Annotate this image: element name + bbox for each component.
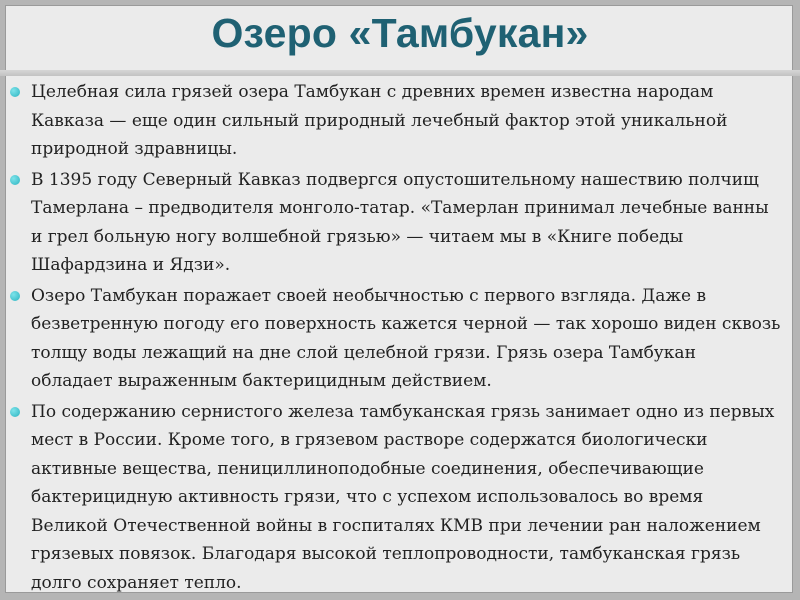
bullet-icon	[10, 175, 20, 185]
bullet-icon	[10, 87, 20, 97]
title-divider	[0, 70, 800, 76]
bullet-item	[0, 78, 800, 164]
bullet-text: В 1395 году Северный Кавказ подвергся опустошительному нашествию полчищ Тамерлана – предводителя монголо-татар. «Тамерлан принимал лечебные ванны и грел больную ногу волшебной грязью» — читаем мы в «Книге победы Шафардзина и Ядзи».	[31, 169, 769, 275]
bullet-text: По содержанию сернистого железа тамбуканская грязь занимает одно из первых мест в России. Кроме того, в грязевом растворе содержатся биологически активные вещества, пенициллиноподобные соединения, обеспечивающие бактерицидную активность грязи, что с успехом использовалось во время Великой Отечественной войны в госпиталях КМВ при лечении ран наложением грязевых повязок. Благодаря высокой теплопроводности, тамбуканская грязь долго сохраняет тепло.	[31, 401, 775, 593]
bullet-text: Целебная сила грязей озера Тамбукан с древних времен известна народам Кавказа — еще один сильный природный лечебный фактор этой уникальной природной здравницы.	[31, 82, 728, 159]
bullet-icon	[10, 407, 20, 417]
bullet-item	[0, 398, 800, 598]
bullet-list	[0, 78, 800, 599]
bullet-text: Озеро Тамбукан поражает своей необычностью с первого взгляда. Даже в безветренную погоду его поверхность кажется черной — так хорошо виден сквозь толщу воды лежащий на дне слой целебной грязи. Грязь озера Тамбукан обладает выраженным бактерицидным действием.	[31, 285, 781, 391]
bullet-item	[0, 166, 800, 280]
slide-title: Озеро «Тамбукан»	[211, 10, 589, 56]
bullet-item	[0, 282, 800, 396]
bullet-icon	[10, 291, 20, 301]
